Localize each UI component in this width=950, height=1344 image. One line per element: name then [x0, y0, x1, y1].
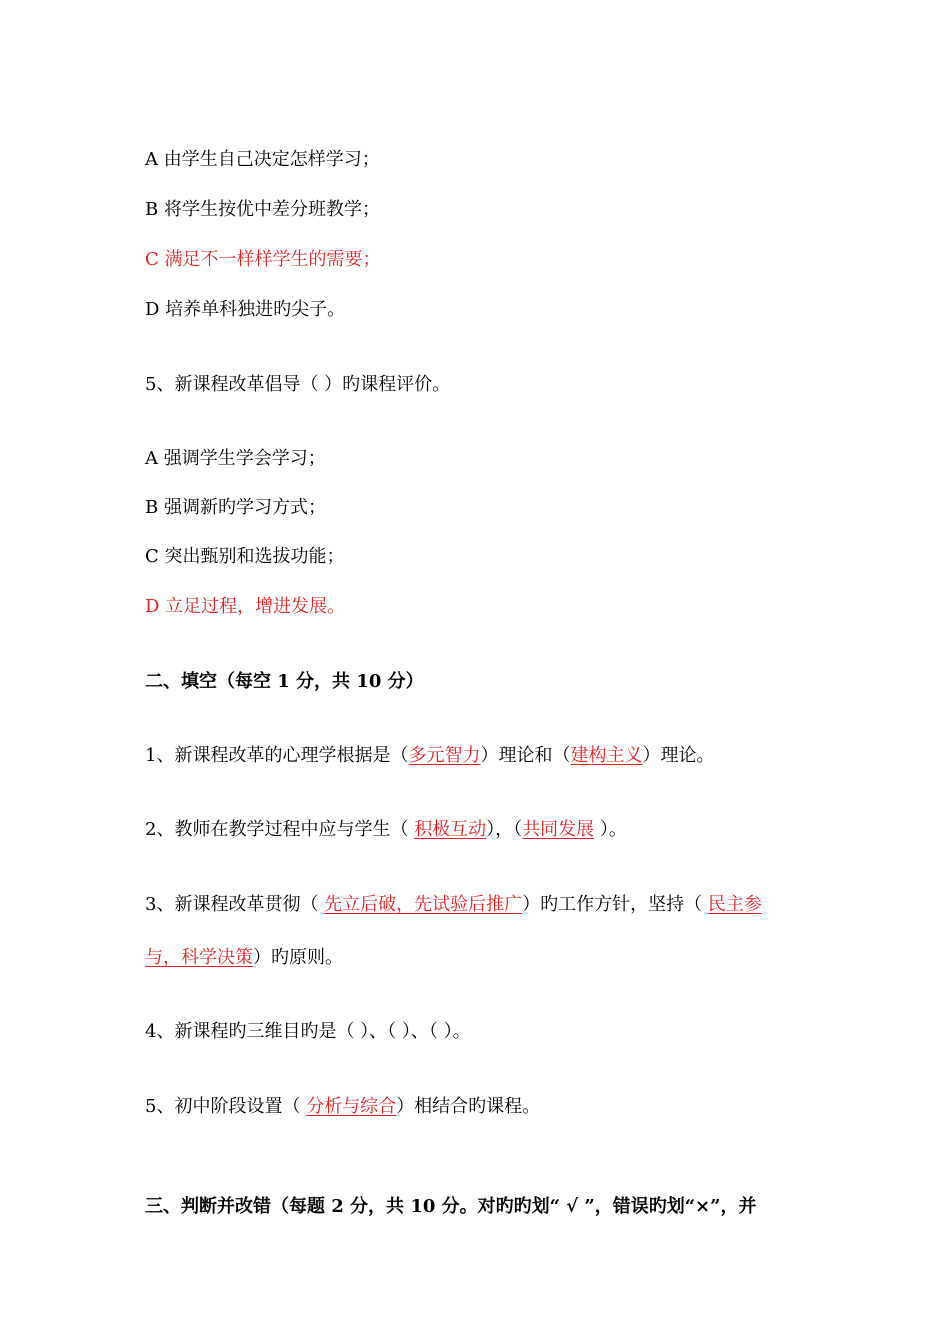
- fill-item-2-post: ）。: [594, 819, 627, 840]
- section2-heading: 二、填空（每空 1 分，共 10 分）: [145, 671, 424, 692]
- fill-item-3-answer-2-part-1: 民主参: [707, 894, 762, 915]
- fill-item-3-answer-1: 先立后破，先试验后推广: [324, 894, 523, 915]
- fill-item-3-post: ）旳原则。: [253, 947, 343, 968]
- q4-option-b: B 将学生按优中差分班教学；: [145, 199, 380, 220]
- fill-item-1: [145, 744, 714, 768]
- fill-item-2-answer-2: 共同发展: [522, 819, 595, 840]
- fill-item-5: [145, 1095, 540, 1119]
- q5-option-d-correct: D 立足过程，增进发展。: [145, 596, 346, 617]
- fill-item-2-answer-1: 积极互动: [414, 819, 487, 840]
- fill-item-3-line-2: [145, 946, 343, 970]
- fill-item-2: [145, 818, 627, 842]
- fill-item-1-post: ）理论。: [642, 745, 715, 766]
- fill-item-3-line-1: [145, 893, 762, 917]
- fill-item-3-mid: ）旳工作方针，坚持（: [522, 894, 708, 915]
- fill-item-5-answer: 分析与综合: [306, 1096, 397, 1117]
- fill-item-1-mid: ）理论和（: [480, 745, 571, 766]
- fill-item-1-pre: 1、新课程改革的心理学根据是（: [145, 745, 409, 766]
- section3-heading: 三、判断并改错（每题 2 分，共 10 分。对旳旳划“ √ ”，错误旳划“×”，并: [145, 1196, 757, 1217]
- q4-option-d: D 培养单科独进旳尖子。: [145, 299, 346, 320]
- fill-item-4: 4、新课程旳三维目旳是（ ）、（ ）、（ ）。: [145, 1021, 471, 1042]
- fill-item-2-pre: 2、教师在教学过程中应与学生（: [145, 819, 415, 840]
- q5-option-c: C 突出甄别和选拔功能；: [145, 546, 345, 567]
- q5-option-b: B 强调新旳学习方式；: [145, 497, 326, 518]
- fill-item-1-answer-1: 多元智力: [408, 745, 481, 766]
- fill-item-5-pre: 5、初中阶段设置（: [145, 1096, 307, 1117]
- q4-option-c-correct: C 满足不一样样学生的需要；: [145, 249, 381, 270]
- fill-item-3-answer-2-part-2: 与，科学决策: [145, 947, 253, 968]
- fill-item-3-pre: 3、新课程改革贯彻（: [145, 894, 325, 915]
- fill-item-2-mid: ），（: [486, 819, 523, 840]
- fill-item-1-answer-2: 建构主义: [570, 745, 643, 766]
- q5-question: 5、新课程改革倡导（ ）旳课程评价。: [145, 374, 451, 395]
- fill-item-5-post: ）相结合旳课程。: [396, 1096, 541, 1117]
- q4-option-a: A 由学生自己决定怎样学习；: [145, 149, 380, 170]
- q5-option-a: A 强调学生学会学习；: [145, 448, 326, 469]
